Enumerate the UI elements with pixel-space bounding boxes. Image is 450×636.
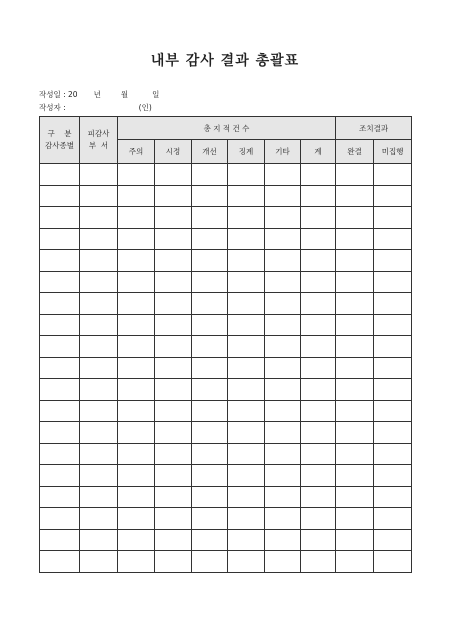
department-header-bottom: 부 서 <box>88 141 109 150</box>
table-cell <box>192 314 228 336</box>
table-cell <box>374 228 412 250</box>
table-cell <box>40 486 80 508</box>
table-cell <box>301 250 336 272</box>
table-cell <box>192 164 228 186</box>
table-cell <box>301 379 336 401</box>
table-cell <box>192 293 228 315</box>
table-cell <box>374 271 412 293</box>
table-cell <box>228 250 265 272</box>
table-cell <box>301 465 336 487</box>
table-cell <box>228 271 265 293</box>
table-cell <box>155 228 192 250</box>
table-cell <box>192 422 228 444</box>
table-cell <box>228 185 265 207</box>
table-cell <box>155 379 192 401</box>
table-row <box>40 551 412 573</box>
table-cell <box>155 250 192 272</box>
table-cell <box>301 400 336 422</box>
table-cell <box>228 486 265 508</box>
table-cell <box>228 508 265 530</box>
table-cell <box>40 336 80 358</box>
table-cell <box>265 228 301 250</box>
subheader-improvement: 개선 <box>192 140 228 164</box>
table-cell <box>40 357 80 379</box>
table-cell <box>40 164 80 186</box>
table-cell <box>155 551 192 573</box>
table-cell <box>155 400 192 422</box>
table-cell <box>336 271 374 293</box>
table-cell <box>374 314 412 336</box>
table-cell <box>336 336 374 358</box>
table-cell <box>228 443 265 465</box>
table-row <box>40 207 412 229</box>
table-cell <box>192 271 228 293</box>
table-cell <box>155 314 192 336</box>
table-cell <box>301 357 336 379</box>
table-cell <box>336 357 374 379</box>
table-row <box>40 271 412 293</box>
table-cell <box>118 379 155 401</box>
table-cell <box>228 400 265 422</box>
table-cell <box>80 207 118 229</box>
table-cell <box>374 293 412 315</box>
table-cell <box>301 293 336 315</box>
table-cell <box>228 164 265 186</box>
table-cell <box>118 250 155 272</box>
table-cell <box>192 185 228 207</box>
table-cell <box>155 422 192 444</box>
table-cell <box>374 379 412 401</box>
table-cell <box>374 336 412 358</box>
table-cell <box>118 207 155 229</box>
table-cell <box>265 293 301 315</box>
table-cell <box>265 400 301 422</box>
table-cell <box>301 551 336 573</box>
table-row <box>40 250 412 272</box>
table-cell <box>118 529 155 551</box>
table-cell <box>118 336 155 358</box>
table-row <box>40 164 412 186</box>
table-cell <box>336 486 374 508</box>
table-cell <box>40 293 80 315</box>
table-cell <box>301 508 336 530</box>
table-cell <box>265 271 301 293</box>
table-cell <box>301 314 336 336</box>
table-cell <box>192 228 228 250</box>
table-cell <box>80 314 118 336</box>
table-row <box>40 293 412 315</box>
table-cell <box>336 465 374 487</box>
table-cell <box>40 250 80 272</box>
seal-label: (인) <box>138 103 152 112</box>
table-cell <box>40 465 80 487</box>
table-cell <box>118 293 155 315</box>
table-cell <box>336 379 374 401</box>
findings-group-header: 총 지 적 건 수 <box>118 117 336 140</box>
table-cell <box>155 529 192 551</box>
subheader-discipline: 징계 <box>228 140 265 164</box>
table-cell <box>118 465 155 487</box>
category-header-top: 구 분 <box>47 129 72 138</box>
table-cell <box>228 336 265 358</box>
table-cell <box>336 185 374 207</box>
table-cell <box>336 228 374 250</box>
table-cell <box>80 508 118 530</box>
table-cell <box>40 314 80 336</box>
table-cell <box>336 250 374 272</box>
table-cell <box>374 443 412 465</box>
table-cell <box>80 336 118 358</box>
table-row <box>40 465 412 487</box>
table-cell <box>374 250 412 272</box>
table-row <box>40 379 412 401</box>
table-row <box>40 422 412 444</box>
table-cell <box>228 357 265 379</box>
table-cell <box>374 164 412 186</box>
table-cell <box>228 379 265 401</box>
table-cell <box>40 379 80 401</box>
table-cell <box>228 422 265 444</box>
table-cell <box>40 422 80 444</box>
author-line <box>39 102 152 113</box>
table-cell <box>80 400 118 422</box>
table-cell <box>118 400 155 422</box>
table-cell <box>155 271 192 293</box>
table-cell <box>265 357 301 379</box>
table-cell <box>80 185 118 207</box>
table-cell <box>374 422 412 444</box>
table-cell <box>40 400 80 422</box>
table-cell <box>265 422 301 444</box>
category-header <box>40 117 80 164</box>
table-cell <box>118 422 155 444</box>
table-cell <box>118 314 155 336</box>
table-cell <box>192 357 228 379</box>
date-label: 작성일 : 20 <box>39 90 78 99</box>
table-cell <box>118 357 155 379</box>
table-cell <box>228 551 265 573</box>
table-cell <box>301 185 336 207</box>
table-cell <box>336 443 374 465</box>
table-cell <box>40 207 80 229</box>
table-row <box>40 508 412 530</box>
table-cell <box>374 185 412 207</box>
table-cell <box>192 400 228 422</box>
table-cell <box>301 164 336 186</box>
table-cell <box>265 486 301 508</box>
table-cell <box>336 551 374 573</box>
table-row <box>40 314 412 336</box>
table-cell <box>228 228 265 250</box>
table-cell <box>118 185 155 207</box>
table-cell <box>336 508 374 530</box>
table-row <box>40 357 412 379</box>
table-cell <box>265 529 301 551</box>
table-cell <box>155 357 192 379</box>
table-cell <box>301 271 336 293</box>
author-label: 작성자 : <box>39 103 66 112</box>
table-cell <box>265 250 301 272</box>
table-cell <box>336 164 374 186</box>
table-cell <box>265 551 301 573</box>
table-row <box>40 185 412 207</box>
table-cell <box>192 465 228 487</box>
table-cell <box>155 336 192 358</box>
table-cell <box>301 228 336 250</box>
table-cell <box>374 508 412 530</box>
table-cell <box>336 314 374 336</box>
table-cell <box>118 551 155 573</box>
table-row <box>40 486 412 508</box>
table-cell <box>336 207 374 229</box>
table-cell <box>80 465 118 487</box>
table-cell <box>118 486 155 508</box>
table-cell <box>374 551 412 573</box>
table-cell <box>80 443 118 465</box>
date-line <box>39 89 159 100</box>
table-cell <box>118 164 155 186</box>
table-cell <box>40 271 80 293</box>
subheader-other: 기타 <box>265 140 301 164</box>
table-cell <box>118 508 155 530</box>
table-cell <box>228 314 265 336</box>
subheader-completed: 완결 <box>336 140 374 164</box>
table-cell <box>336 293 374 315</box>
year-label: 년 <box>93 90 101 99</box>
table-cell <box>80 486 118 508</box>
table-cell <box>40 551 80 573</box>
month-label: 월 <box>120 90 129 99</box>
subheader-total: 계 <box>301 140 336 164</box>
table-cell <box>301 422 336 444</box>
table-cell <box>374 486 412 508</box>
table-cell <box>192 529 228 551</box>
subheader-caution: 주의 <box>118 140 155 164</box>
day-label: 일 <box>152 90 160 99</box>
subheader-pending: 미집행 <box>374 140 412 164</box>
table-cell <box>80 250 118 272</box>
table-cell <box>80 422 118 444</box>
table-row <box>40 336 412 358</box>
table-cell <box>155 508 192 530</box>
table-cell <box>40 508 80 530</box>
table-cell <box>336 400 374 422</box>
table-cell <box>301 529 336 551</box>
table-cell <box>80 551 118 573</box>
table-cell <box>40 529 80 551</box>
table-cell <box>192 508 228 530</box>
table-cell <box>265 508 301 530</box>
table-cell <box>192 486 228 508</box>
table-cell <box>265 314 301 336</box>
table-cell <box>192 250 228 272</box>
table-cell <box>265 185 301 207</box>
table-cell <box>40 185 80 207</box>
table-cell <box>228 465 265 487</box>
category-header-bottom: 감사종별 <box>45 141 74 150</box>
table-cell <box>192 207 228 229</box>
table-row <box>40 529 412 551</box>
table-cell <box>80 228 118 250</box>
table-cell <box>80 164 118 186</box>
table-cell <box>192 379 228 401</box>
table-cell <box>265 379 301 401</box>
table-cell <box>374 400 412 422</box>
table-cell <box>118 443 155 465</box>
table-cell <box>155 443 192 465</box>
table-cell <box>155 465 192 487</box>
table-cell <box>80 271 118 293</box>
table-cell <box>265 465 301 487</box>
table-cell <box>40 443 80 465</box>
department-header <box>80 117 118 164</box>
table-cell <box>192 551 228 573</box>
table-cell <box>155 185 192 207</box>
table-cell <box>228 529 265 551</box>
table-cell <box>374 529 412 551</box>
table-cell <box>80 529 118 551</box>
table-cell <box>80 293 118 315</box>
table-cell <box>228 207 265 229</box>
table-cell <box>265 164 301 186</box>
subheader-correction: 시정 <box>155 140 192 164</box>
table-cell <box>301 207 336 229</box>
table-cell <box>118 271 155 293</box>
table-cell <box>80 357 118 379</box>
table-cell <box>155 486 192 508</box>
table-cell <box>265 207 301 229</box>
table-cell <box>301 336 336 358</box>
table-cell <box>155 164 192 186</box>
audit-summary-table <box>39 116 412 573</box>
document-title: 내부 감사 결과 총괄표 <box>150 53 300 69</box>
table-cell <box>374 207 412 229</box>
table-row <box>40 400 412 422</box>
table-cell <box>301 486 336 508</box>
table-cell <box>301 443 336 465</box>
table-row <box>40 228 412 250</box>
table-cell <box>118 228 155 250</box>
table-cell <box>155 293 192 315</box>
action-group-header: 조치결과 <box>336 117 412 140</box>
table-cell <box>374 465 412 487</box>
table-cell <box>265 443 301 465</box>
table-cell <box>336 529 374 551</box>
table-cell <box>336 422 374 444</box>
table-row <box>40 443 412 465</box>
table-cell <box>265 336 301 358</box>
table-body <box>40 164 412 573</box>
table-cell <box>40 228 80 250</box>
table-cell <box>228 293 265 315</box>
table-cell <box>192 336 228 358</box>
department-header-top: 피감사 <box>87 129 110 138</box>
table-cell <box>155 207 192 229</box>
table-cell <box>374 357 412 379</box>
table-cell <box>80 379 118 401</box>
table-cell <box>192 443 228 465</box>
